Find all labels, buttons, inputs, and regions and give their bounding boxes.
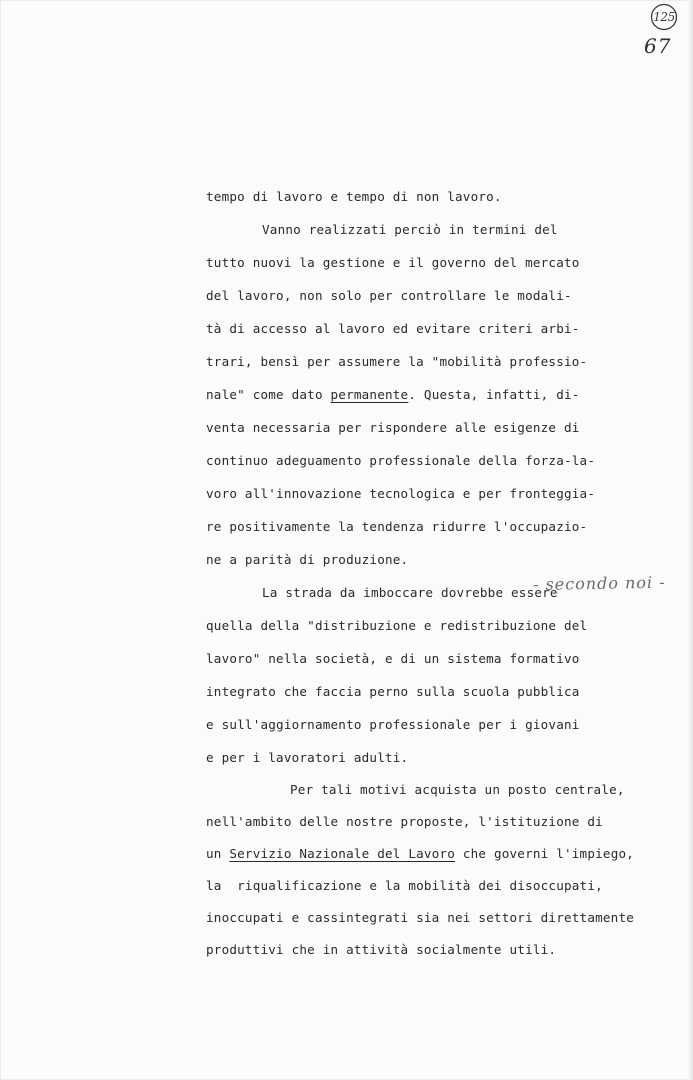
archive-stamp bbox=[649, 2, 679, 32]
text-line-21 bbox=[206, 846, 634, 862]
text-line-7-end: . Questa, infatti, di- bbox=[408, 387, 580, 402]
text-line-13: La strada da imboccare dovrebbe essere bbox=[262, 585, 558, 600]
handwritten-page-number: 67 bbox=[644, 34, 672, 58]
text-line-7 bbox=[206, 387, 580, 403]
text-line-20: nell'ambito delle nostre proposte, l'istituzione di bbox=[206, 814, 603, 829]
underlined-servizio-nazionale: Servizio Nazionale del Lavoro bbox=[229, 846, 456, 861]
text-line-10: voro all'innovazione tecnologica e per fronteggia- bbox=[206, 486, 596, 501]
text-line-9: continuo adeguamento professionale della forza-la- bbox=[206, 453, 596, 468]
text-line-16: integrato che faccia perno sulla scuola pubblica bbox=[206, 684, 580, 699]
text-line-14: quella della "distribuzione e redistribuzione del bbox=[206, 618, 588, 633]
text-line-8: venta necessaria per rispondere alle esigenze di bbox=[206, 420, 580, 435]
text-line-23: inoccupati e cassintegrati sia nei settori direttamente bbox=[206, 910, 635, 925]
text-line-6: trari, bensì per assumere la "mobilità professio- bbox=[206, 354, 588, 369]
stamp-number: 125 bbox=[653, 10, 675, 24]
text-line-1: tempo di lavoro e tempo di non lavoro. bbox=[206, 189, 502, 204]
text-line-3: tutto nuovi la gestione e il governo del mercato bbox=[206, 255, 580, 270]
text-line-19: Per tali motivi acquista un posto centrale, bbox=[290, 782, 625, 797]
text-line-18: e per i lavoratori adulti. bbox=[206, 750, 409, 765]
underlined-permanente: permanente bbox=[330, 387, 409, 402]
text-line-17: e sull'aggiornamento professionale per i giovani bbox=[206, 717, 580, 732]
text-line-2: Vanno realizzati perciò in termini del bbox=[262, 222, 558, 237]
text-line-11: re positivamente la tendenza ridurre l'occupazio- bbox=[206, 519, 588, 534]
text-line-4: del lavoro, non solo per controllare le modali- bbox=[206, 288, 572, 303]
text-line-15: lavoro" nella società, e di un sistema formativo bbox=[206, 651, 580, 666]
text-line-22: la riqualificazione e la mobilità dei disoccupati, bbox=[206, 878, 603, 893]
text-line-12: ne a parità di produzione. bbox=[206, 552, 409, 567]
text-line-24: produttivi che in attività socialmente utili. bbox=[206, 942, 557, 957]
handwritten-margin-note: - secondo noi - bbox=[532, 572, 666, 594]
text-line-5: tà di accesso al lavoro ed evitare criteri arbi- bbox=[206, 321, 580, 336]
text-line-7-start: nale" come dato bbox=[206, 387, 331, 402]
scan-edge bbox=[689, 0, 693, 1080]
text-line-21-start: un bbox=[206, 846, 230, 861]
text-line-21-end: che governi l'impiego, bbox=[455, 846, 635, 861]
